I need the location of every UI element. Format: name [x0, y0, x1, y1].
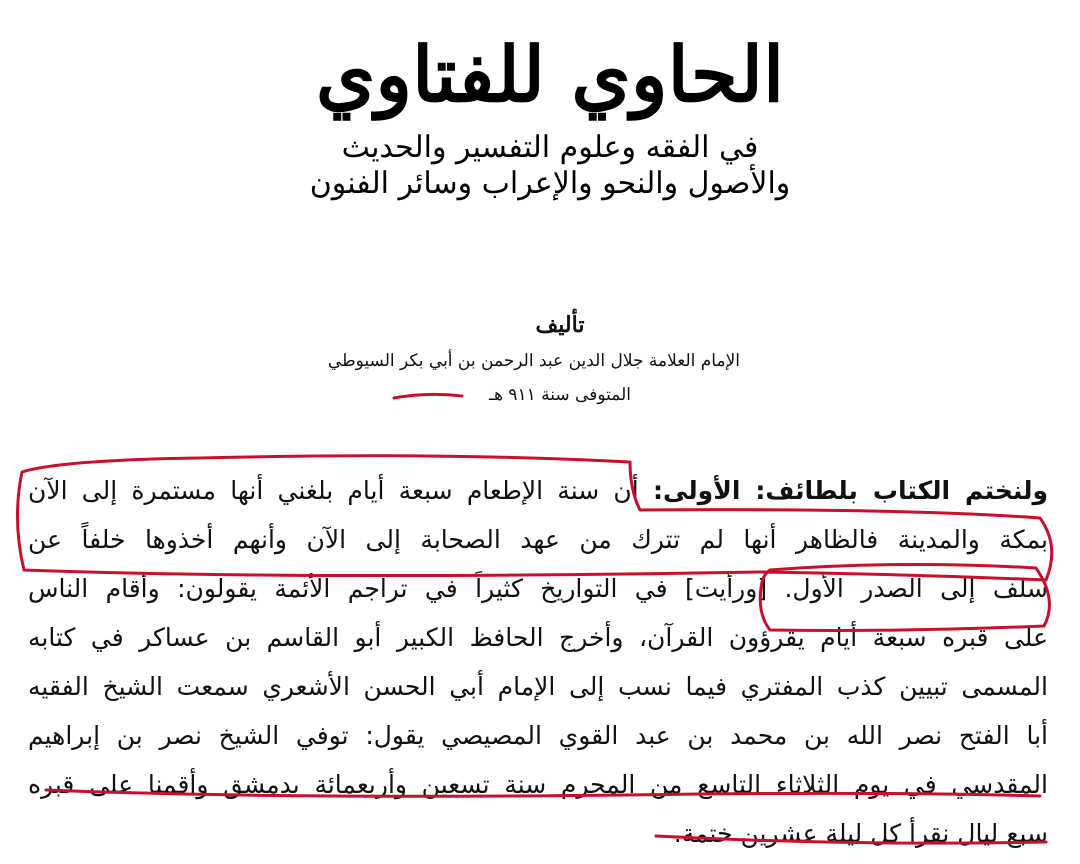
passage-line-7	[28, 760, 1048, 809]
passage-line-text: أبا الفتح نصر الله بن محمد بن عبد القوي المصيصي يقول: توفي الشيخ نصر بن إبراهيم	[28, 721, 1048, 750]
passage-line-text: سلف إلى الصدر الأول. [ورأيت] في التواريخ كثيراً في تراجم الأئمة يقولون: وأقام الناس	[28, 574, 1048, 603]
title-block	[300, 20, 800, 202]
passage-line-8	[28, 809, 1048, 858]
passage-lead: ولنختم الكتاب بلطائف: الأولى:	[652, 476, 1048, 505]
passage-line-2	[28, 515, 1048, 564]
book-subtitle-line-2: والأصول والنحو والإعراب وسائر الفنون	[309, 166, 791, 201]
author-label: تأليف	[535, 312, 585, 338]
passage-line-text: المسمى تبيين كذب المفتري فيما نسب إلى الإمام أبي الحسن الأشعري سمعت الشيخ الفقيه	[28, 672, 1048, 701]
passage-line-text: المقدسي في يوم الثلاثاء التاسع من المحرم سنة تسعين وأربعمائة بدمشق وأقمنا على قبره	[28, 770, 1048, 799]
book-title: الحاوي للفتاوي	[315, 30, 785, 119]
book-subtitle-line-1: في الفقه وعلوم التفسير والحديث	[341, 130, 759, 165]
passage-line-text: على قبره سبعة أيام يقرؤون القرآن، وأخرج الحافظ الكبير أبو القاسم بن عساكر في كتابه	[28, 623, 1048, 652]
death-year: المتوفى سنة ٩١١ هـ	[488, 385, 631, 405]
passage-text	[28, 466, 1048, 858]
author-name: الإمام العلامة جلال الدين عبد الرحمن بن أبي بكر السيوطي	[327, 351, 740, 371]
passage-line-1	[28, 466, 1048, 515]
author-block	[327, 310, 740, 408]
passage-line-3	[28, 564, 1048, 613]
passage-line-6	[28, 711, 1048, 760]
passage-line-text: أن سنة الإطعام سبعة أيام بلغني أنها مستمرة إلى الآن	[28, 476, 653, 505]
passage-line-5	[28, 662, 1048, 711]
passage-line-text: سبع ليال نقرأ كل ليلة عشرين ختمة.	[673, 819, 1048, 848]
passage-line-text: بمكة والمدينة فالظاهر أنها لم تترك من عهد الصحابة إلى الآن وأنهم أخذوها خلفاً عن	[28, 525, 1048, 554]
passage-line-4	[28, 613, 1048, 662]
